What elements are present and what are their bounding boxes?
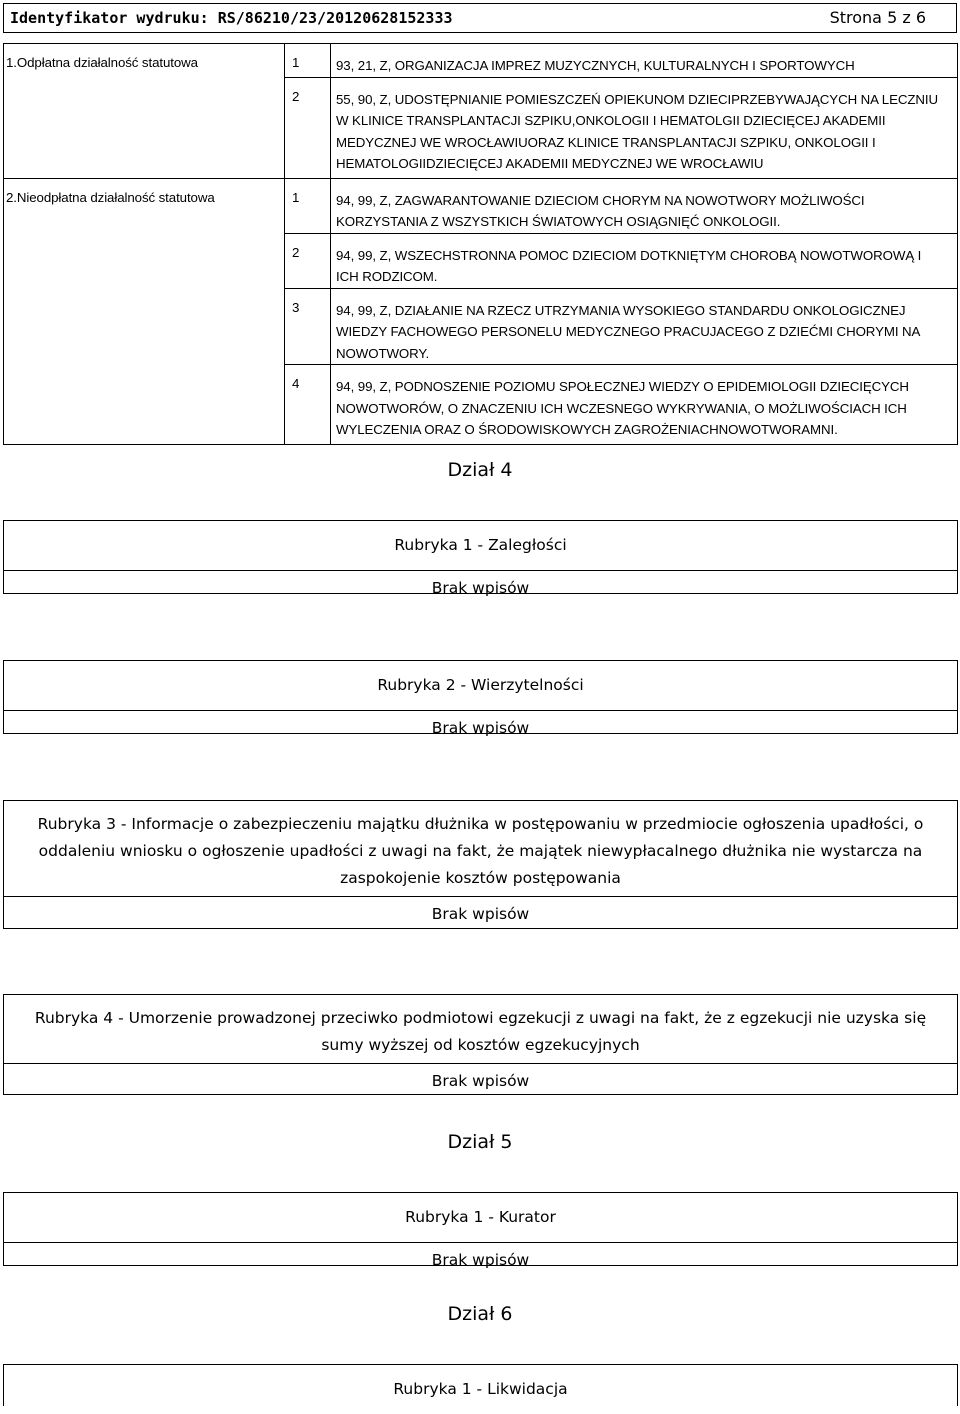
description-line: WYLECZENIA ORAZ O ŚRODOWISKOWYCH ZAGROŻENIACHNOWOTWORAMNI. [336,422,838,437]
rubric-title-line: Rubryka 4 - Umorzenie prowadzonej przeciwko podmiotowi egzekucji z uwagi na fakt, że z egzekucji nie uzyska się [34,1009,927,1027]
page-number: Strona 5 z 6 [829,8,926,27]
description-line: HEMATOLOGIIDZIECIĘCEJ AKADEMII MEDYCZNEJ WE WROCŁAWIU [336,156,764,171]
rubric-entries: Brak wpisów [431,905,530,923]
description-line: MEDYCZNEJ WE WROCŁAWIUORAZ KLINICE TRANSPLANTACJI SZPIKU, ONKOLOGII I [336,134,876,150]
rubric-title: Rubryka 1 - Zaległości [4,521,957,571]
row-number: 3 [285,288,331,365]
description-line: 94, 99, Z, WSZECHSTRONNA POMOC DZIECIOM DOTKNIĘTYM CHOROBĄ NOWOTWOROWĄ I [336,247,922,263]
rubric-entries: Brak wpisów [431,1072,530,1090]
activity-description [331,178,958,233]
rubric-box [3,1192,958,1269]
rubric-box [3,994,958,1095]
description-line: 55, 90, Z, UDOSTĘPNIANIE POMIESZCZEŃ OPIEKUNOM DZIECIPRZEBYWAJĄCYCH NA LECZNIU [336,91,938,107]
row-number: 1 [285,178,331,233]
rubric-entries: Brak wpisów [431,719,530,737]
rubric-box [3,520,958,597]
rubric-entries: Brak wpisów [431,1251,530,1269]
description-line: 94, 99, Z, ZAGWARANTOWANIE DZIECIOM CHORYM NA NOWOTWORY MOŻLIWOŚCI [336,192,865,208]
rubric-title-line: oddaleniu wniosku o ogłoszenie upadłości z uwagi na fakt, że majątek niewypłacalnego dłużnika nie wystarcza na [38,842,923,860]
rubric-title-line: zaspokojenie kosztów postępowania [340,869,621,887]
description-line: 93, 21, Z, ORGANIZACJA IMPREZ MUZYCZNYCH, KULTURALNYCH I SPORTOWYCH [336,58,855,73]
rubric-box [3,660,958,737]
rubric-title: Rubryka 2 - Wierzytelności [4,661,957,711]
activity-description [331,44,958,78]
section-title: Dział 6 [447,1303,513,1325]
rubric-entries: Brak wpisów [431,579,530,597]
rubric-title: Rubryka 1 - Likwidacja [393,1380,568,1398]
rubric-title [4,801,957,897]
row-number: 4 [285,365,331,445]
row-number: 2 [285,77,331,178]
description-line: WIEDZY FACHOWEGO PERSONELU MEDYCZNEGO PRACUJACEGO Z DZIEĆMI CHORYMI NA [336,324,921,339]
activity-description [331,233,958,288]
section-title: Dział 5 [447,1131,513,1153]
description-line: NOWOTWORÓW, O ZNACZENIU ICH WCZESNEGO WYKRYWANIA, O MOŻLIWOŚCIACH ICH [336,400,907,416]
rubric-box [3,1364,958,1406]
activity-category: 1.Odpłatna działalność statutowa [4,44,285,179]
activity-description [331,77,958,178]
description-line: 94, 99, Z, PODNOSZENIE POZIOMU SPOŁECZNEJ WIEDZY O EPIDEMIOLOGII DZIECIĘCYCH [336,379,909,394]
rubric-title [4,995,957,1064]
table-row [4,178,958,233]
activity-description [331,365,958,445]
activity-category: 2.Nieodpłatna działalność statutowa [4,178,285,444]
description-line: ICH RODZICOM. [336,269,438,284]
rubric-title: Rubryka 1 - Kurator [4,1193,957,1243]
row-number: 1 [285,44,331,78]
activity-description [331,288,958,365]
row-number: 2 [285,233,331,288]
rubric-box [3,800,958,929]
description-line: W KLINICE TRANSPLANTACJI SZPIKU,ONKOLOGII I HEMATOLGII DZIECIĘCEJ AKADEMII [336,113,886,128]
description-line: KORZYSTANIA Z WSZYSTKICH ŚWIATOWYCH OSIĄGNIĘĆ ONKOLOGII. [336,214,781,229]
section-title: Dział 4 [447,459,513,481]
rubric-title-line: sumy wyższej od kosztów egzekucyjnych [321,1036,640,1054]
table-row [4,44,958,78]
description-line: NOWOTWORY. [336,345,430,361]
print-header [3,3,957,33]
activities-table [3,43,958,445]
description-line: 94, 99, Z, DZIAŁANIE NA RZECZ UTRZYMANIA WYSOKIEGO STANDARDU ONKOLOGICZNEJ [336,302,906,318]
print-identifier: Identyfikator wydruku: RS/86210/23/20120628152333 [10,9,453,27]
rubric-title-line: Rubryka 3 - Informacje o zabezpieczeniu majątku dłużnika w postępowaniu w przedmiocie ogłoszenia upadłości, o [37,815,924,833]
